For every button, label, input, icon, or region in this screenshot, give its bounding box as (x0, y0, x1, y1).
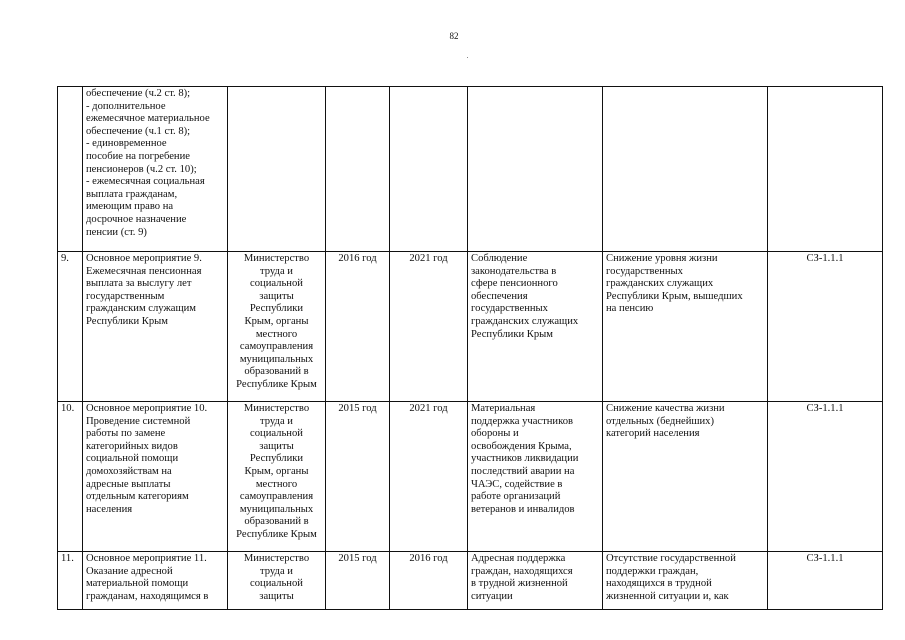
executor-cell: Министерство труда и социальной защиты (228, 552, 326, 610)
start-year-cell: 2015 год (326, 402, 390, 552)
end-year-cell: 2016 год (390, 552, 468, 610)
event-cell: Основное мероприятие 11. Оказание адресной материальной помощи гражданам, находящимся в (83, 552, 228, 610)
result-cell: Материальная поддержка участников обороны и освобождения Крыма, участников ликвидации последствий аварии на ЧАЭС, содействие в работе организаций ветеранов и инвалидов (468, 402, 603, 552)
result-cell (468, 87, 603, 252)
consequence-cell: Снижение уровня жизни государственных гражданских служащих Республики Крым, вышедших на пенсию (603, 252, 768, 402)
row-number: 11. (58, 552, 83, 610)
start-year-cell: 2016 год (326, 252, 390, 402)
row-number (58, 87, 83, 252)
event-cell: Основное мероприятие 9. Ежемесячная пенсионная выплата за выслугу лет государственным гражданским служащим Республики Крым (83, 252, 228, 402)
code-cell: СЗ-1.1.1 (768, 402, 883, 552)
executor-cell: Министерство труда и социальной защиты Республики Крым, органы местного самоуправления муниципальных образований в Республике Крым (228, 402, 326, 552)
measures-table (57, 86, 883, 610)
end-year-cell (390, 87, 468, 252)
code-cell: СЗ-1.1.1 (768, 252, 883, 402)
row-number: 10. (58, 402, 83, 552)
table-row (58, 87, 883, 252)
row-number: 9. (58, 252, 83, 402)
executor-cell (228, 87, 326, 252)
table-row (58, 252, 883, 402)
page-number: 82 (449, 31, 459, 41)
event-cell: Основное мероприятие 10. Проведение системной работы по замене категорийных видов социальной помощи домохозяйствам на адресные выплаты отдельным категориям населения (83, 402, 228, 552)
result-cell: Адресная поддержка граждан, находящихся в трудной жизненной ситуации (468, 552, 603, 610)
start-year-cell (326, 87, 390, 252)
consequence-cell: Снижение качества жизни отдельных (беднейших) категорий населения (603, 402, 768, 552)
executor-cell: Министерство труда и социальной защиты Республики Крым, органы местного самоуправления муниципальных образований в Республике Крым (228, 252, 326, 402)
code-cell: СЗ-1.1.1 (768, 552, 883, 610)
end-year-cell: 2021 год (390, 402, 468, 552)
table-row (58, 402, 883, 552)
consequence-cell (603, 87, 768, 252)
code-cell (768, 87, 883, 252)
consequence-cell: Отсутствие государственной поддержки граждан, находящихся в трудной жизненной ситуации и, как (603, 552, 768, 610)
start-year-cell: 2015 год (326, 552, 390, 610)
end-year-cell: 2021 год (390, 252, 468, 402)
result-cell: Соблюдение законодательства в сфере пенсионного обеспечения государственных гражданских служащих Республики Крым (468, 252, 603, 402)
event-cell: обеспечение (ч.2 ст. 8); - дополнительное ежемесячное материальное обеспечение (ч.1 ст. 8); - единовременное пособие на погребение пенсионеров (ч.2 ст. 10); - ежемесячная социальная выплата гражданам, имеющим право на досрочное назначение пенсии (ст. 9) (83, 87, 228, 252)
scan-speck (467, 57, 468, 58)
table-row (58, 552, 883, 610)
